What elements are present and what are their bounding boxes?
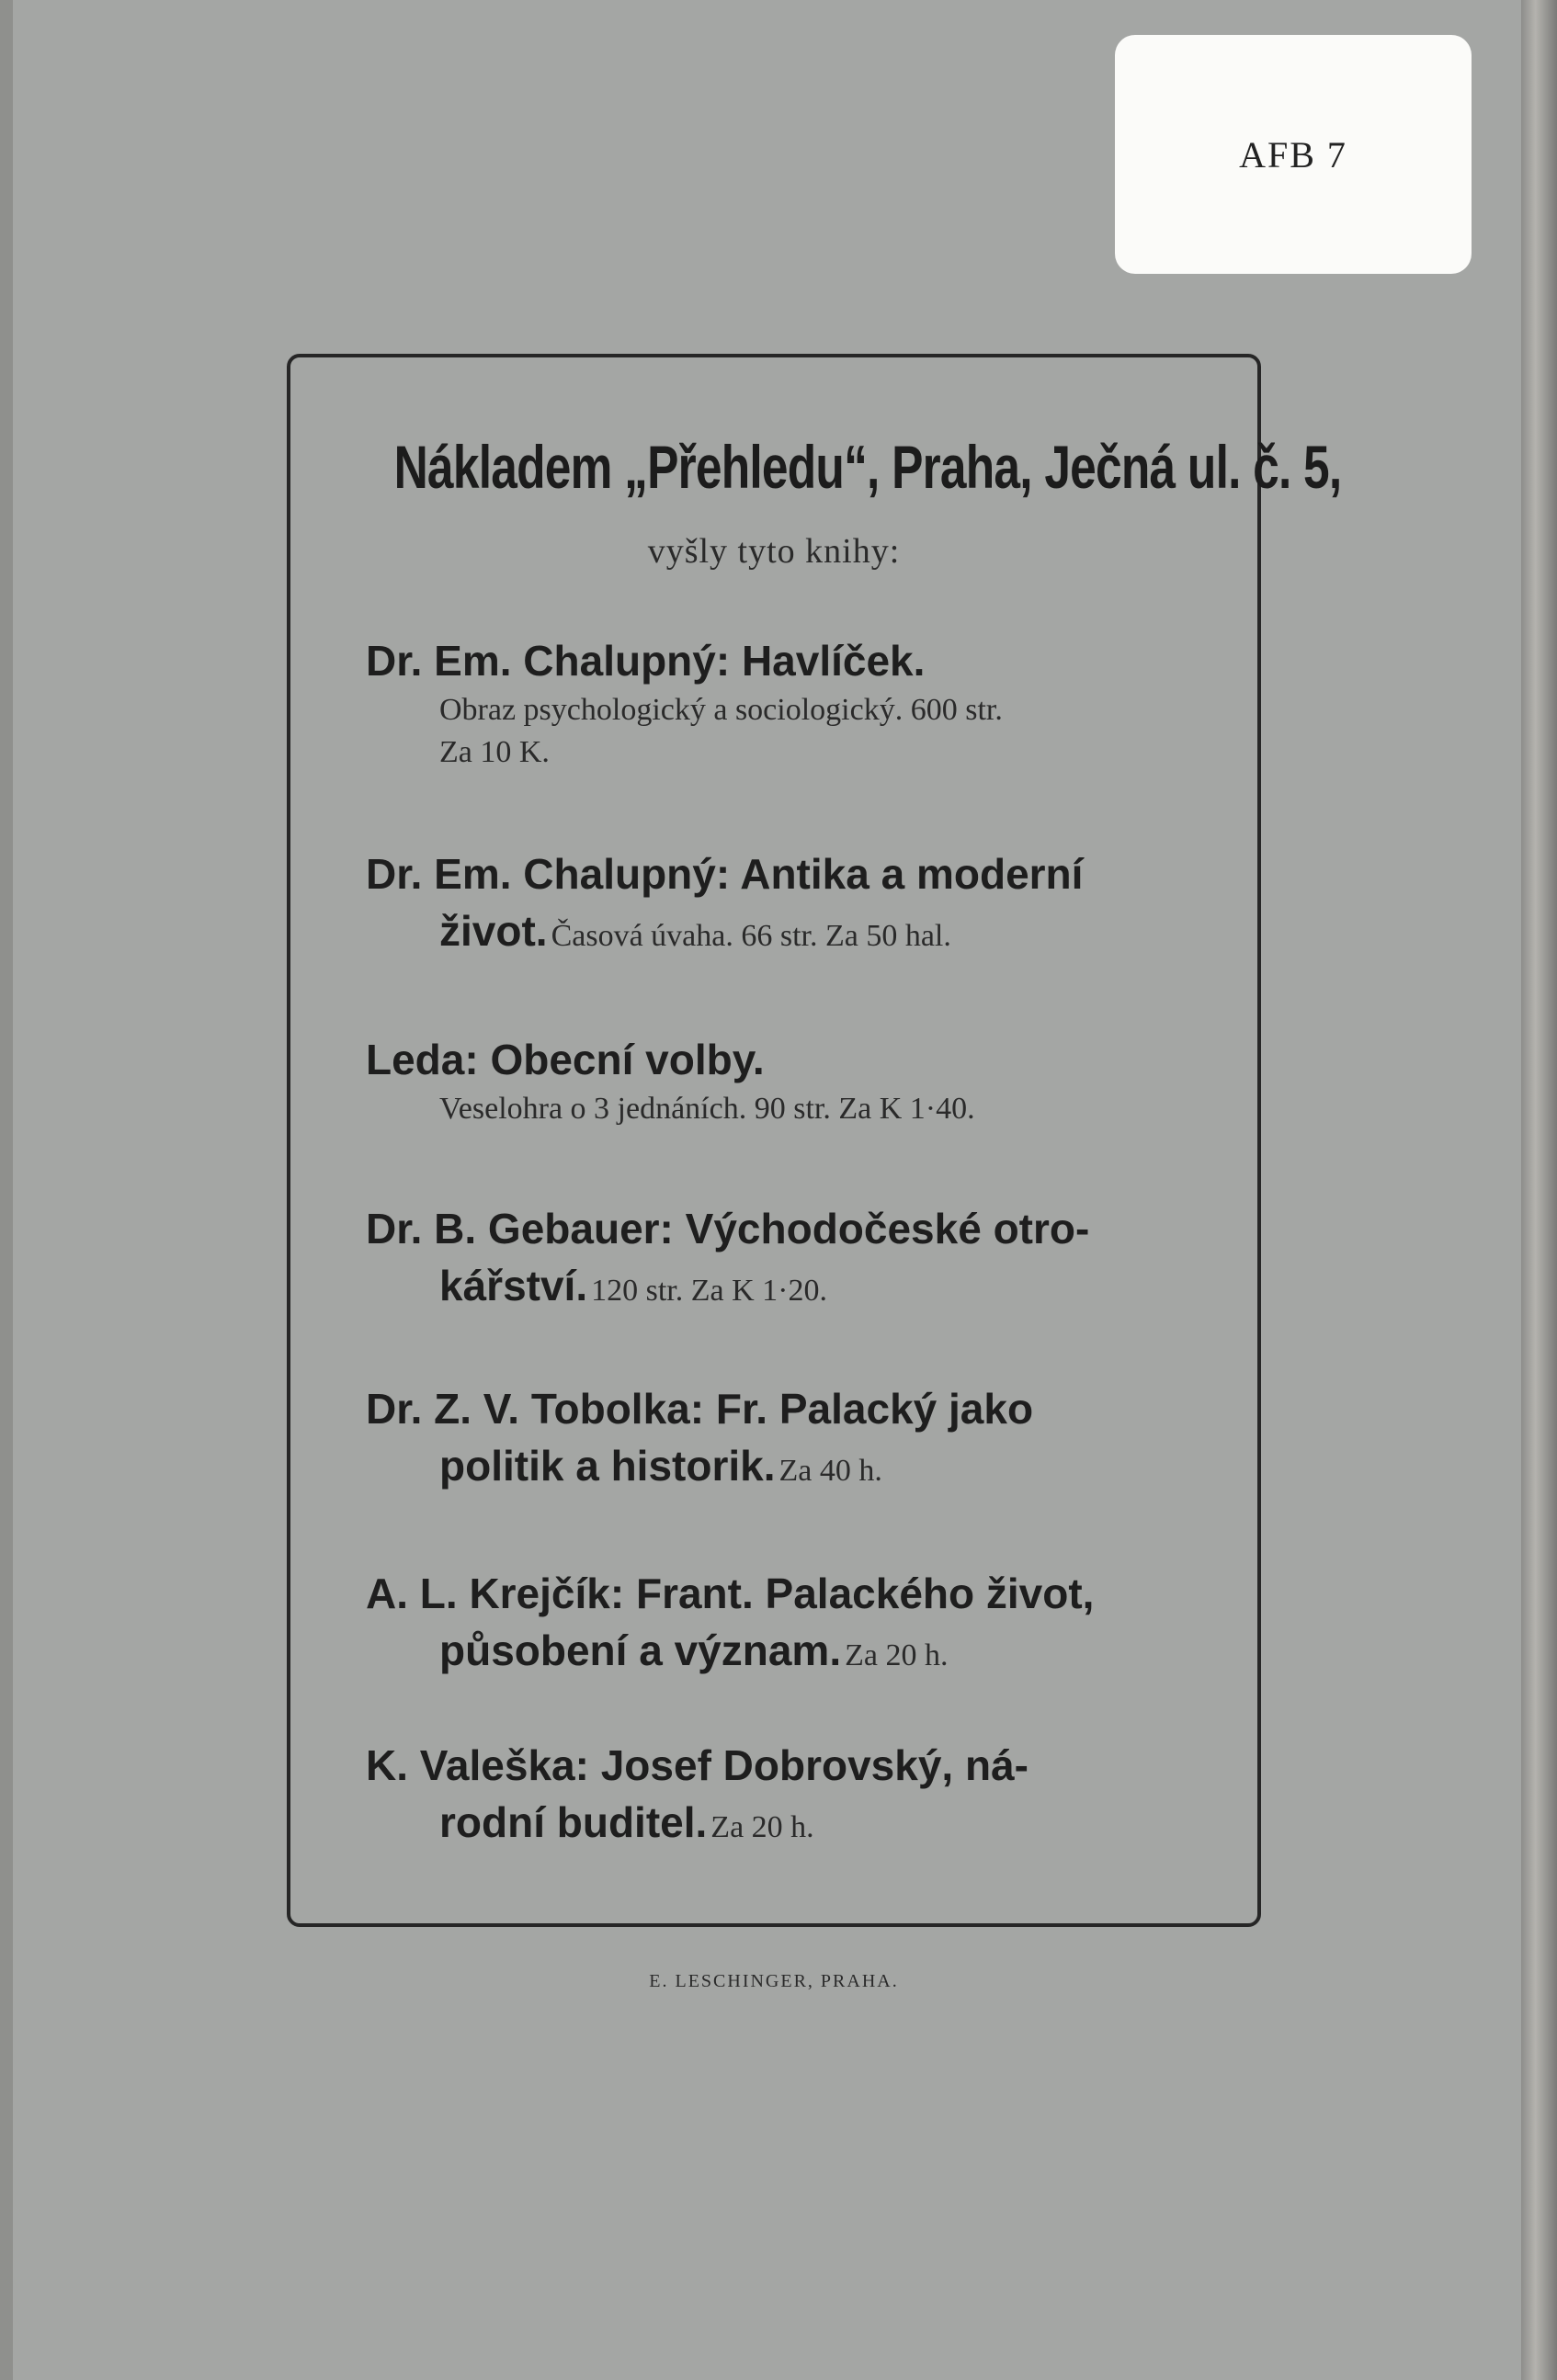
- book-title: A. L. Krejčík: Frant. Palackého život,: [366, 1570, 1095, 1617]
- catalog-label-text: AFB 7: [1239, 133, 1347, 176]
- subheader: vyšly tyto knihy:: [647, 532, 901, 571]
- book-title-cont: rodní buditel.: [439, 1798, 708, 1846]
- book-title-cont: působení a význam.: [439, 1626, 842, 1674]
- book-entry: [366, 1031, 1211, 1130]
- book-entry: [366, 845, 1211, 970]
- book-entry: [366, 1565, 1211, 1690]
- advertisement-frame: [287, 354, 1342, 1927]
- book-title: Dr. Z. V. Tobolka: Fr. Palacký jako: [366, 1385, 1034, 1433]
- printer-imprint: E. LESCHINGER, PRAHA.: [649, 1971, 899, 1991]
- book-description: Za 20 h.: [845, 1638, 949, 1672]
- book-title: K. Valeška: Josef Dobrovský, ná-: [366, 1741, 1029, 1789]
- book-title: Dr. Em. Chalupný: Antika a moderní: [366, 850, 1084, 898]
- page-edge: [1521, 0, 1557, 2380]
- book-description: Časová úvaha. 66 str. Za 50 hal.: [551, 919, 951, 953]
- publisher-header: Nákladem „Přehledu“, Praha, Ječná ul. č. 5,: [393, 433, 1342, 501]
- book-title-cont: život.: [439, 907, 548, 955]
- book-entry: [366, 1200, 1211, 1325]
- book-entry: [366, 632, 1211, 774]
- book-title: Dr. Em. Chalupný: Havlíček.: [366, 637, 926, 685]
- book-description: Veselohra o 3 jednáních. 90 str. Za K 1·40.: [439, 1092, 975, 1126]
- spine-edge: [0, 0, 13, 2380]
- book-title: Leda: Obecní volby.: [366, 1036, 765, 1083]
- book-title-cont: politik a historik.: [439, 1442, 776, 1490]
- book-price: Za 10 K.: [439, 735, 550, 769]
- book-description: Za 40 h.: [778, 1454, 882, 1488]
- book-title-cont: kářství.: [439, 1262, 588, 1309]
- book-description: Obraz psychologický a sociologický. 600 str.: [439, 693, 1003, 727]
- book-entry: [366, 1380, 1211, 1505]
- book-description: 120 str. Za K 1·20.: [591, 1274, 827, 1308]
- book-title: Dr. B. Gebauer: Východočeské otro-: [366, 1205, 1090, 1252]
- catalog-label: [1115, 35, 1472, 274]
- book-description: Za 20 h.: [710, 1810, 814, 1844]
- book-entry: [366, 1737, 1211, 1862]
